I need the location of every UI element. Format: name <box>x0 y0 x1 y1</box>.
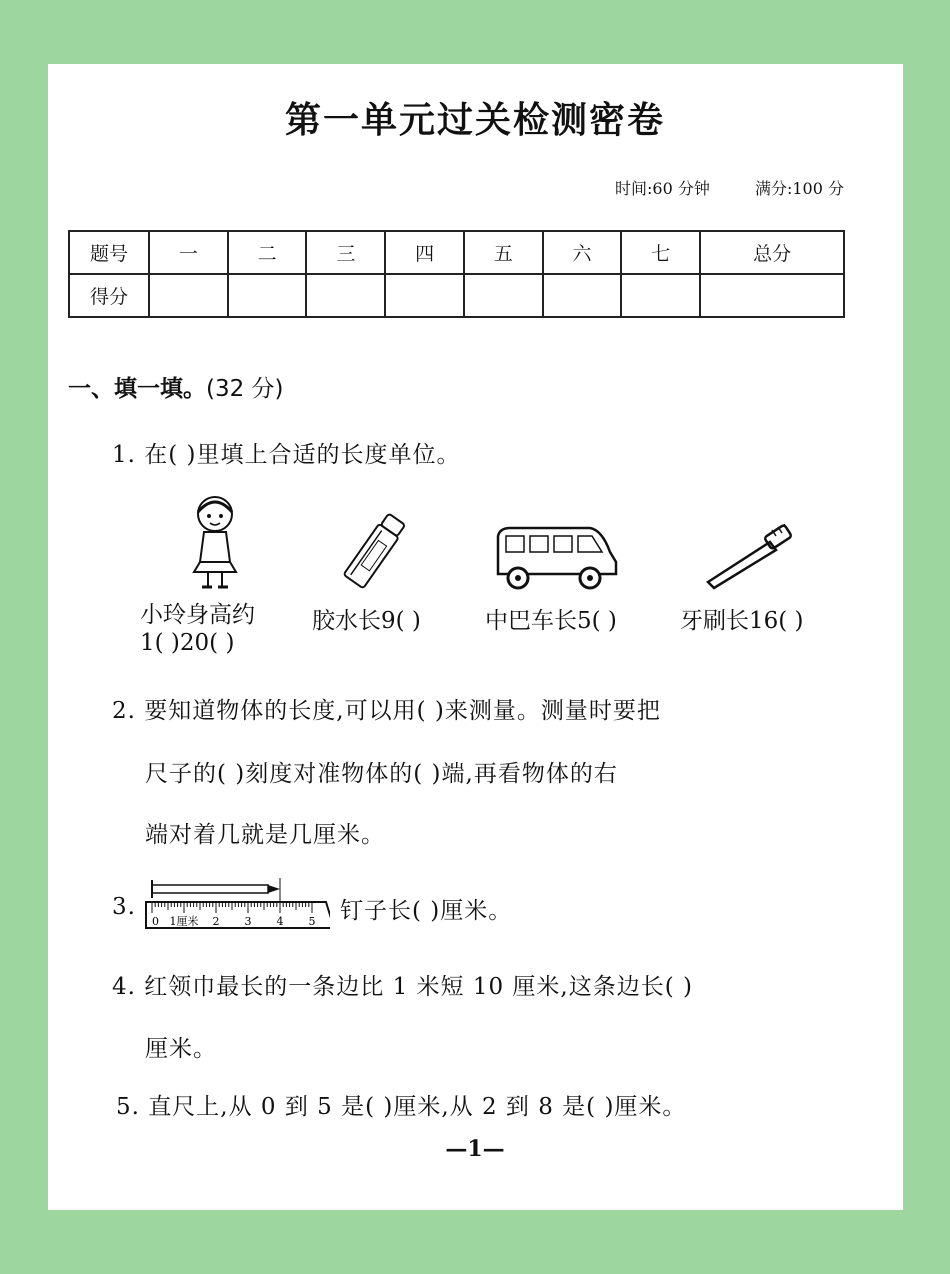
question-1: 1. 在( )里填上合适的长度单位。 <box>112 442 461 468</box>
score-cell <box>543 274 622 317</box>
time-limit: 时间:60 分钟 <box>615 179 710 198</box>
question-4-line-2: 厘米。 <box>145 1036 217 1062</box>
header-cell: 题号 <box>69 231 149 274</box>
label-bus-length: 中巴车长5( ) <box>485 608 617 634</box>
girl-icon <box>180 492 250 592</box>
header-cell: 五 <box>464 231 543 274</box>
question-2-line-3: 端对着几就是几厘米。 <box>145 822 385 848</box>
page-number: —1— <box>445 1136 505 1162</box>
score-cell <box>385 274 464 317</box>
ruler-tick-label: 0 <box>152 915 159 928</box>
nail-shaft <box>152 885 268 893</box>
score-cell <box>306 274 385 317</box>
glue-stick-icon <box>338 510 410 595</box>
ruler-tick-label: 2 <box>212 915 220 928</box>
score-table <box>68 230 845 318</box>
section-points: (32 分) <box>206 376 284 402</box>
full-score: 满分:100 分 <box>754 179 844 198</box>
header-cell: 一 <box>149 231 228 274</box>
question-2-line-2: 尺子的( )刻度对准物体的( )端,再看物体的右 <box>145 761 618 787</box>
score-cell <box>621 274 700 317</box>
minibus-icon <box>492 522 620 592</box>
score-table-header-row <box>69 231 844 274</box>
score-cell <box>228 274 307 317</box>
ruler-tick-label: 3 <box>244 915 252 928</box>
question-4-line-1: 4. 红领巾最长的一条边比 1 米短 10 厘米,这条边长( ) <box>112 974 693 1000</box>
toothbrush-icon <box>700 524 796 592</box>
section-heading <box>68 370 284 403</box>
nail-tip <box>268 885 280 893</box>
question-3-number: 3. <box>112 894 136 920</box>
header-cell: 总分 <box>700 231 844 274</box>
ruler-with-nail <box>144 874 330 934</box>
header-cell: 二 <box>228 231 307 274</box>
score-cell <box>464 274 543 317</box>
row-label-cell: 得分 <box>69 274 149 317</box>
header-cell: 三 <box>306 231 385 274</box>
ruler-tick-label: 5 <box>308 915 316 928</box>
section-title: 一、填一填。 <box>68 376 206 402</box>
question-2-line-1: 2. 要知道物体的长度,可以用( )来测量。测量时要把 <box>112 698 661 724</box>
question-5: 5. 直尺上,从 0 到 5 是( )厘米,从 2 到 8 是( )厘米。 <box>116 1094 687 1120</box>
header-cell: 六 <box>543 231 622 274</box>
ruler-tick-label: 4 <box>276 915 284 928</box>
label-brush-length: 牙刷长16( ) <box>680 608 804 634</box>
header-cell: 七 <box>621 231 700 274</box>
question-3-text: 钉子长( )厘米。 <box>340 898 513 924</box>
label-girl-height: 小玲身高约 <box>140 602 255 628</box>
exam-meta <box>575 176 844 199</box>
page-title: 第一单元过关检测密卷 <box>284 99 665 141</box>
score-cell <box>700 274 844 317</box>
header-cell: 四 <box>385 231 464 274</box>
label-glue-length: 胶水长9( ) <box>312 608 421 634</box>
score-table-score-row <box>69 274 844 317</box>
ruler-tick-label: 1厘米 <box>169 915 199 928</box>
score-cell <box>149 274 228 317</box>
label-girl-blank: 1( )20( ) <box>140 630 235 656</box>
